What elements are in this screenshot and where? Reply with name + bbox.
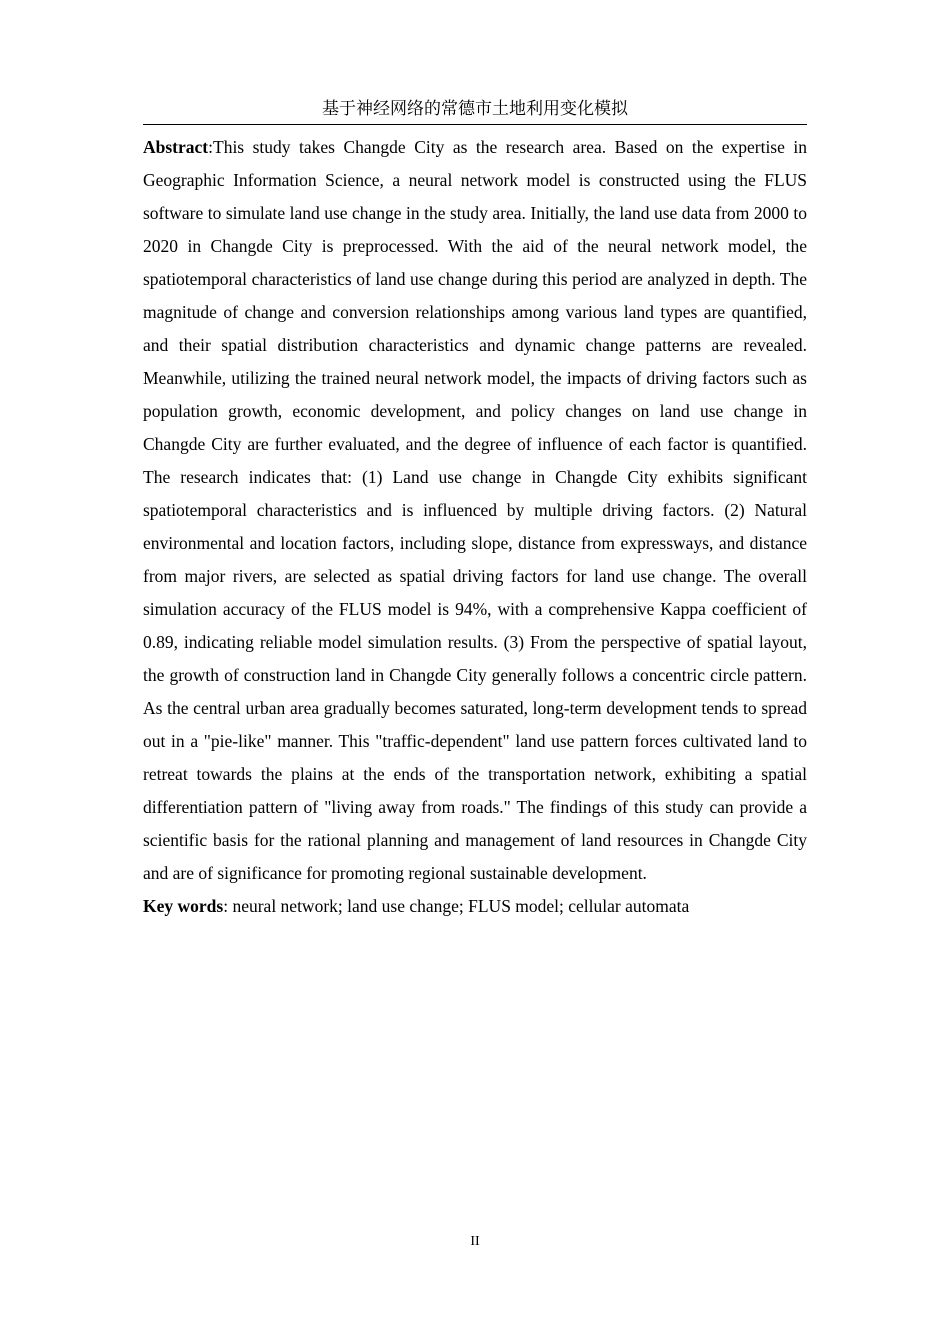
keywords-text: neural network; land use change; FLUS model; cellular automata <box>232 896 690 916</box>
abstract-text: This study takes Changde City as the research area. Based on the expertise in Geographic Information Science, a neural network model is constructed using the FLUS software to simulate land use change in the study area. Initially, the land use data from 2000 to 2020 in Changde City is preprocessed. With the aid of the neural network model, the spatiotemporal characteristics of land use change during this period are analyzed in depth. The magnitude of change and conversion relationships among various land types are quantified, and their spatial distribution characteristics and dynamic change patterns are revealed. Meanwhile, utilizing the trained neural network model, the impacts of driving factors such as population growth, economic development, and policy changes on land use change in Changde City are further evaluated, and the degree of influence of each factor is quantified. The research indicates that: (1) Land use change in Changde City exhibits significant spatiotemporal characteristics and is influenced by multiple driving factors. (2) Natural environmental and location factors, including slope, distance from expressways, and distance from major rivers, are selected as spatial driving factors for land use change. The overall simulation accuracy of the FLUS model is 94%, with a comprehensive Kappa coefficient of 0.89, indicating reliable model simulation results. (3) From the perspective of spatial layout, the growth of construction land in Changde City generally follows a concentric circle pattern. As the central urban area gradually becomes saturated, long-term development tends to spread out in a "pie-like" manner. This "traffic-dependent" land use pattern forces cultivated land to retreat towards the plains at the ends of the transportation network, exhibiting a spatial differentiation pattern of "living away from roads." The findings of this study can provide a scientific basis for the rational planning and management of land resources in Changde City and are of significance for promoting regional sustainable development. <box>143 137 807 883</box>
keywords-separator: : <box>223 896 233 916</box>
abstract-section <box>143 131 807 923</box>
thesis-title: 基于神经网络的常德市土地利用变化模拟 <box>322 99 628 119</box>
abstract-label: Abstract <box>143 137 209 157</box>
running-header <box>143 96 807 125</box>
abstract-paragraph <box>143 131 807 890</box>
keywords-paragraph <box>143 890 807 923</box>
abstract-separator: : <box>208 137 213 157</box>
page-number: II <box>470 1234 480 1249</box>
keywords-label: Key words <box>143 896 224 916</box>
